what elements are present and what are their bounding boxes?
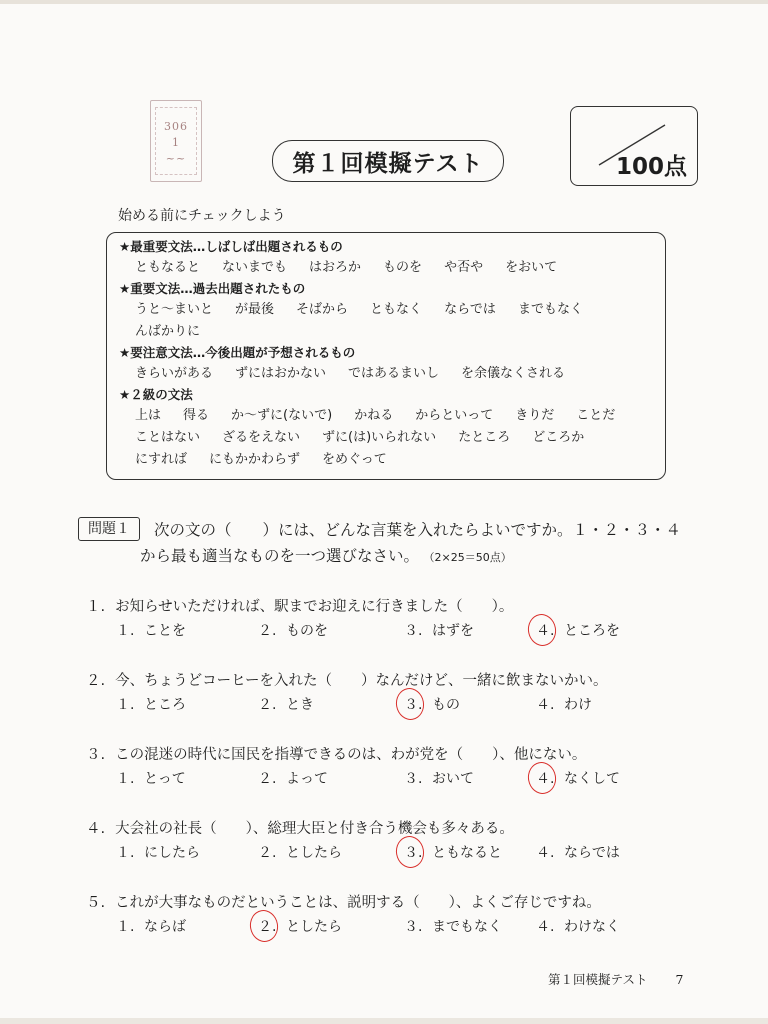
option-text: にしたら	[144, 845, 200, 861]
option-number: ３.	[404, 623, 423, 639]
option-number: ４.	[536, 620, 564, 640]
option-text: とって	[144, 771, 186, 787]
option-text: とき	[286, 697, 314, 713]
grammar-item: ならでは	[444, 302, 496, 317]
option-number: ２.	[258, 771, 277, 787]
grammar-item: をめぐって	[322, 452, 387, 467]
question-text: 大会社の社長（ ）、総理大臣と付き合う機会も多々ある。	[115, 821, 514, 837]
grammar-item: たところ	[458, 430, 511, 445]
grammar-item: ずにはおかない	[235, 366, 327, 381]
grammar-item: か～ずに(ないで)	[231, 408, 333, 423]
answer-option	[258, 916, 342, 936]
question-item	[86, 742, 686, 792]
answer-option	[116, 842, 200, 862]
question-number: ２.	[86, 673, 106, 689]
grammar-category-title: ★要注意文法…今後出題が予想されるもの	[119, 345, 356, 360]
mondai-text-line-2	[140, 544, 512, 566]
grammar-line	[119, 321, 665, 343]
grammar-item: ものを	[383, 260, 423, 275]
mondai-score: （2×25＝50点）	[429, 551, 512, 564]
grammar-item: にもかかわらず	[209, 452, 301, 467]
option-number: ３.	[404, 694, 432, 714]
question-item	[86, 890, 686, 940]
option-text: までもなく	[432, 919, 502, 935]
grammar-line	[119, 449, 665, 471]
paper-top-edge	[0, 0, 768, 4]
footer-title: 第１回模擬テスト	[548, 972, 648, 987]
answer-options	[86, 694, 686, 718]
stamp-line-2: 1	[172, 136, 180, 149]
option-text: としたら	[286, 845, 342, 861]
question-text: お知らせいただければ、駅までお迎えに行きました（ ）。	[115, 599, 514, 615]
grammar-item: ともなると	[135, 260, 201, 275]
answer-option	[536, 768, 620, 788]
grammar-item: からといって	[415, 408, 494, 423]
answer-options	[86, 768, 686, 792]
grammar-item: までもなく	[517, 302, 583, 317]
option-number: １.	[116, 623, 135, 639]
grammar-item: を余儀なくされる	[461, 366, 566, 381]
answer-option	[536, 694, 592, 714]
option-number: １.	[116, 771, 135, 787]
question-number: １.	[86, 599, 106, 615]
grammar-item: や否や	[444, 260, 484, 275]
option-text: わけなく	[564, 919, 620, 935]
answer-options	[86, 916, 686, 940]
grammar-item: きりだ	[515, 408, 555, 423]
grammar-item: かねる	[354, 408, 394, 423]
score-total: 100点	[615, 154, 687, 180]
grammar-item: はおろか	[309, 260, 362, 275]
answer-option	[404, 620, 474, 640]
option-number: ２.	[258, 623, 277, 639]
option-text: なくして	[564, 771, 620, 787]
answer-option	[536, 842, 620, 862]
option-text: ともなると	[432, 845, 502, 861]
option-number: ３.	[404, 842, 432, 862]
question-item	[86, 668, 686, 718]
option-text: はずを	[432, 623, 474, 639]
answer-option	[116, 620, 186, 640]
check-heading: 始める前にチェックしよう	[118, 208, 286, 224]
stamp-line-3: ~~	[165, 152, 187, 165]
option-text: ことを	[144, 623, 186, 639]
question-text: これが大事なものだということは、説明する（ ）、よくご存じですね。	[115, 895, 601, 911]
option-number: ４.	[536, 845, 555, 861]
mondai-text-line-2-content: から最も適当なものを一つ選びなさい。	[140, 547, 420, 565]
grammar-checklist-box	[106, 232, 666, 480]
mondai-instructions	[78, 517, 708, 567]
grammar-item: どころか	[532, 430, 585, 445]
option-text: ところ	[144, 697, 186, 713]
grammar-category-title: ★重要文法…過去出題されたもの	[119, 281, 306, 296]
answer-option	[536, 620, 620, 640]
grammar-line	[119, 427, 665, 449]
answer-option	[536, 916, 620, 936]
question-item	[86, 816, 686, 866]
question-text-row	[86, 668, 686, 694]
grammar-line	[119, 363, 665, 385]
grammar-line	[119, 299, 665, 321]
question-number: ４.	[86, 821, 106, 837]
option-number: ４.	[536, 768, 564, 788]
answer-option	[116, 694, 186, 714]
grammar-item: ではあるまいし	[348, 366, 440, 381]
grammar-item: ないまでも	[222, 260, 288, 275]
grammar-item: が最後	[235, 302, 275, 317]
grammar-item: そばから	[296, 302, 349, 317]
score-box	[570, 106, 698, 186]
grammar-line	[119, 257, 665, 279]
answer-option	[404, 768, 474, 788]
option-number: ２.	[258, 845, 277, 861]
mondai-text-line-1: 次の文の（ ）には、どんな言葉を入れたらよいですか。１・２・３・４	[154, 521, 682, 539]
option-text: もの	[432, 697, 460, 713]
question-text-row	[86, 594, 686, 620]
stamp-inner-border	[155, 107, 197, 175]
grammar-item: ともなく	[370, 302, 423, 317]
option-number: ２.	[258, 916, 286, 936]
answer-option	[258, 842, 342, 862]
grammar-item: ざるをえない	[222, 430, 301, 445]
grammar-category-title: ★２級の文法	[119, 387, 193, 402]
answer-option	[116, 916, 186, 936]
option-number: ３.	[404, 771, 423, 787]
option-number: ４.	[536, 919, 555, 935]
answer-options	[86, 842, 686, 866]
library-stamp	[150, 100, 202, 182]
question-text: この混迷の時代に国民を指導できるのは、わが党を（ ）、他にない。	[115, 747, 587, 763]
mondai-label: 問題１	[78, 517, 140, 541]
stamp-line-1: 306	[164, 120, 188, 133]
question-text: 今、ちょうどコーヒーを入れた（ ）なんだけど、一緒に飲まないかい。	[115, 673, 608, 689]
grammar-item: をおいて	[505, 260, 558, 275]
answer-option	[258, 620, 328, 640]
option-number: １.	[116, 919, 135, 935]
question-item	[86, 594, 686, 644]
grammar-item: きらいがある	[135, 366, 214, 381]
answer-option	[404, 916, 502, 936]
grammar-line	[119, 405, 665, 427]
question-text-row	[86, 816, 686, 842]
grammar-item: ことはない	[135, 430, 201, 445]
grammar-category-title: ★最重要文法…しばしば出題されるもの	[119, 239, 343, 254]
question-text-row	[86, 742, 686, 768]
answer-option	[116, 768, 186, 788]
option-number: ２.	[258, 697, 277, 713]
answer-option	[404, 842, 502, 862]
option-number: ３.	[404, 919, 423, 935]
grammar-item: んばかりに	[135, 324, 201, 339]
test-title: 第１回模擬テスト	[272, 140, 504, 182]
answer-option	[404, 694, 460, 714]
answer-option	[258, 694, 314, 714]
grammar-item: にすれば	[135, 452, 188, 467]
page-footer	[548, 970, 683, 988]
answer-options	[86, 620, 686, 644]
grammar-item: 得る	[183, 408, 210, 423]
grammar-item: うと～まいと	[135, 302, 214, 317]
grammar-item: 上は	[135, 408, 162, 423]
option-text: ものを	[286, 623, 328, 639]
paper-bottom-edge	[0, 1018, 768, 1024]
page-number: 7	[675, 972, 684, 987]
option-text: ところを	[564, 623, 620, 639]
grammar-item: ずに(は)いられない	[322, 430, 437, 445]
question-number: ３.	[86, 747, 106, 763]
grammar-item: ことだ	[576, 408, 616, 423]
question-text-row	[86, 890, 686, 916]
answer-option	[258, 768, 328, 788]
question-number: ５.	[86, 895, 106, 911]
option-number: １.	[116, 845, 135, 861]
option-text: ならでは	[564, 845, 620, 861]
option-text: よって	[286, 771, 328, 787]
option-text: おいて	[432, 771, 474, 787]
option-number: １.	[116, 697, 135, 713]
option-text: としたら	[286, 919, 342, 935]
option-text: ならば	[144, 919, 186, 935]
option-number: ４.	[536, 697, 555, 713]
option-text: わけ	[564, 697, 592, 713]
